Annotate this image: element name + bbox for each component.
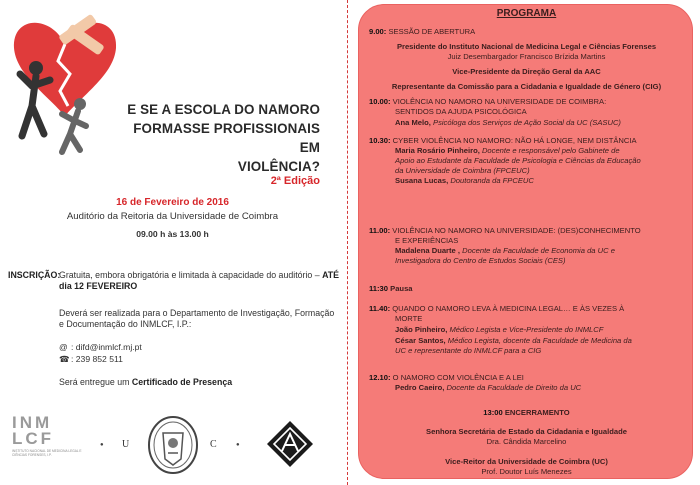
session-time: 12.10: bbox=[369, 373, 391, 382]
speaker-role: Investigadora do Centro de Estudos Sociais (CES) bbox=[395, 256, 566, 265]
speaker-role: Apoio ao Estudante da Faculdade de Psicologia e Ciências da Educação bbox=[395, 156, 641, 165]
session-time: 9.00: bbox=[369, 27, 387, 36]
speaker-role: Docente da Faculdade de Economia da UC e bbox=[462, 246, 615, 255]
session-time: 11.40: bbox=[369, 304, 391, 313]
speaker-name: César Santos, bbox=[395, 336, 446, 345]
event-date: 16 de Fevereiro de 2016 bbox=[116, 197, 229, 208]
pause-row bbox=[369, 284, 413, 294]
edition-label: 2ª Edição bbox=[270, 175, 320, 187]
registration-deadline: ATÉ dia 12 FEVEREIRO bbox=[59, 270, 340, 291]
speaker-line bbox=[395, 246, 615, 256]
partner-logos bbox=[0, 405, 345, 480]
speaker-line bbox=[395, 118, 621, 128]
speaker-name: Madalena Duarte , bbox=[395, 246, 460, 255]
inmlcf-logo bbox=[12, 415, 82, 473]
speaker-name: Prof. Doutor Luís Menezes bbox=[481, 467, 572, 476]
event-title-line: E SE A ESCOLA DO NAMORO bbox=[127, 102, 320, 117]
email-address[interactable]: : difd@inmlcf.mj.pt bbox=[71, 342, 142, 352]
session-time: 10.30: bbox=[369, 136, 391, 145]
closing-row bbox=[359, 408, 694, 418]
session-time: 11.00: bbox=[369, 226, 391, 235]
session-row bbox=[369, 304, 624, 314]
session-title: VIOLÊNCIA NO NAMORO NA UNIVERSIDADE: (DES)CONHECIMENTO bbox=[392, 226, 641, 235]
session-time: 11:30 bbox=[369, 284, 389, 293]
speaker-line bbox=[395, 336, 632, 346]
aac-logo-icon bbox=[265, 419, 315, 469]
session-title: VIOLÊNCIA NO NAMORO NA UNIVERSIDADE DE COIMBRA: bbox=[392, 97, 607, 106]
speaker-name: Maria Rosário Pinheiro, bbox=[395, 146, 480, 155]
uc-logo-dot: ● bbox=[236, 442, 240, 448]
registration-label: INSCRIÇÃO: bbox=[8, 270, 61, 280]
speaker-line bbox=[395, 146, 620, 156]
opening-row bbox=[369, 27, 475, 37]
session-title: MORTE bbox=[395, 314, 423, 323]
certificate-label: Certificado de Presença bbox=[131, 377, 233, 387]
session-title: SESSÃO DE ABERTURA bbox=[388, 27, 476, 36]
program-title: PROGRAMA bbox=[496, 8, 557, 19]
uc-logo-letter: C bbox=[210, 439, 219, 450]
speaker-role: Docente e responsável pelo Gabinete de bbox=[481, 146, 620, 155]
session-time: 13:00 bbox=[483, 408, 503, 417]
speaker-role: Presidente do Instituto Nacional de Medicina Legal e Ciências Forenses bbox=[396, 42, 657, 51]
certificate-prefix: Será entregue um bbox=[59, 377, 130, 387]
event-info-panel bbox=[0, 0, 345, 485]
speaker-role: Doutoranda da FPCEUC bbox=[450, 176, 534, 185]
registration-text: Gratuita, embora obrigatória e limitada à capacidade do auditório – bbox=[59, 270, 320, 280]
session-row bbox=[369, 136, 637, 146]
event-venue: Auditório da Reitoria da Universidade de Coimbra bbox=[66, 211, 279, 222]
event-title bbox=[112, 100, 320, 176]
speaker-name: Pedro Caeiro, bbox=[395, 383, 445, 392]
inmlcf-logo-letters: LCF bbox=[12, 429, 55, 448]
phone-icon: ☎ bbox=[59, 353, 70, 364]
registration-info bbox=[59, 270, 344, 292]
speaker-role: Senhora Secretária de Estado da Cidadania e Igualdade bbox=[426, 427, 627, 436]
speaker-line bbox=[395, 325, 603, 335]
session-title: QUANDO O NAMORO LEVA À MEDICINA LEGAL… E ÀS VEZES À bbox=[392, 304, 625, 313]
speaker-role: Docente da Faculdade de Direito da UC bbox=[446, 383, 582, 392]
speaker-role: da Universidade de Coimbra (FPCEUC) bbox=[395, 166, 530, 175]
broken-heart-illustration bbox=[10, 6, 120, 156]
event-title-line: FORMASSE PROFISSIONAIS EM bbox=[133, 121, 320, 155]
registration-department: Deverá ser realizada para o Departamento de Investigação, Formação e Documentação do INMLCF, I.P.: bbox=[59, 308, 335, 329]
inmlcf-logo-subtitle: INSTITUTO NACIONAL DE MEDICINA LEGAL E CIÊNCIAS FORENSES, I.P. bbox=[12, 449, 82, 457]
speaker-role: UC e representante do INMLCF para a CIG bbox=[395, 346, 542, 355]
session-row bbox=[369, 226, 641, 236]
speaker-role: Vice-Reitor da Universidade de Coimbra (UC) bbox=[445, 457, 608, 466]
certificate-note bbox=[59, 377, 232, 387]
email-icon: @ bbox=[59, 342, 68, 352]
contact-info bbox=[59, 342, 142, 365]
dashed-divider bbox=[347, 0, 348, 485]
session-row bbox=[369, 97, 606, 107]
phone-number: : 239 852 511 bbox=[71, 353, 123, 364]
speaker-role: Vice-Presidente da Direção Geral da AAC bbox=[452, 67, 601, 76]
event-title-line: VIOLÊNCIA? bbox=[237, 159, 320, 174]
phone-row bbox=[59, 354, 142, 366]
program-panel bbox=[358, 4, 693, 479]
session-title: ENCERRAMENTO bbox=[504, 408, 570, 417]
session-title: E EXPERIÊNCIAS bbox=[395, 236, 459, 245]
speaker-name: Ana Melo, bbox=[395, 118, 431, 127]
speaker-line bbox=[395, 176, 534, 186]
speaker-role: Médico Legista e Vice-Presidente do INMLCF bbox=[449, 325, 604, 334]
inmlcf-logo-letters: INM bbox=[12, 413, 53, 432]
uc-logo-letter: U bbox=[122, 439, 132, 450]
email-row bbox=[59, 342, 142, 354]
speaker-role: Representante da Comissão para a Cidadania e Igualdade de Género (CIG) bbox=[391, 82, 662, 91]
session-title: Pausa bbox=[390, 284, 413, 293]
session-title: CYBER VIOLÊNCIA NO NAMORO: NÃO HÁ LONGE, NEM DISTÂNCIA bbox=[392, 136, 637, 145]
speaker-name: Susana Lucas, bbox=[395, 176, 449, 185]
speaker-name: Dra. Cândida Marcelino bbox=[486, 437, 567, 446]
session-title: SENTIDOS DA AJUDA PSICOLÓGICA bbox=[395, 107, 527, 116]
speaker-line bbox=[395, 383, 581, 393]
speaker-role: Psicóloga dos Serviços de Ação Social da UC (SASUC) bbox=[433, 118, 621, 127]
speaker-role: Médico Legista, docente da Faculdade de Medicina da bbox=[447, 336, 632, 345]
event-hours: 09.00 h às 13.00 h bbox=[136, 229, 209, 239]
speaker-name: Juiz Desembargador Francisco Brízida Martins bbox=[447, 52, 606, 61]
university-seal-icon bbox=[146, 415, 200, 475]
speaker-name: João Pinheiro, bbox=[395, 325, 448, 334]
session-time: 10.00: bbox=[369, 97, 391, 106]
session-title: O NAMORO COM VIOLÊNCIA E A LEI bbox=[392, 373, 524, 382]
uc-logo-dot: ● bbox=[100, 442, 104, 448]
session-row bbox=[369, 373, 524, 383]
